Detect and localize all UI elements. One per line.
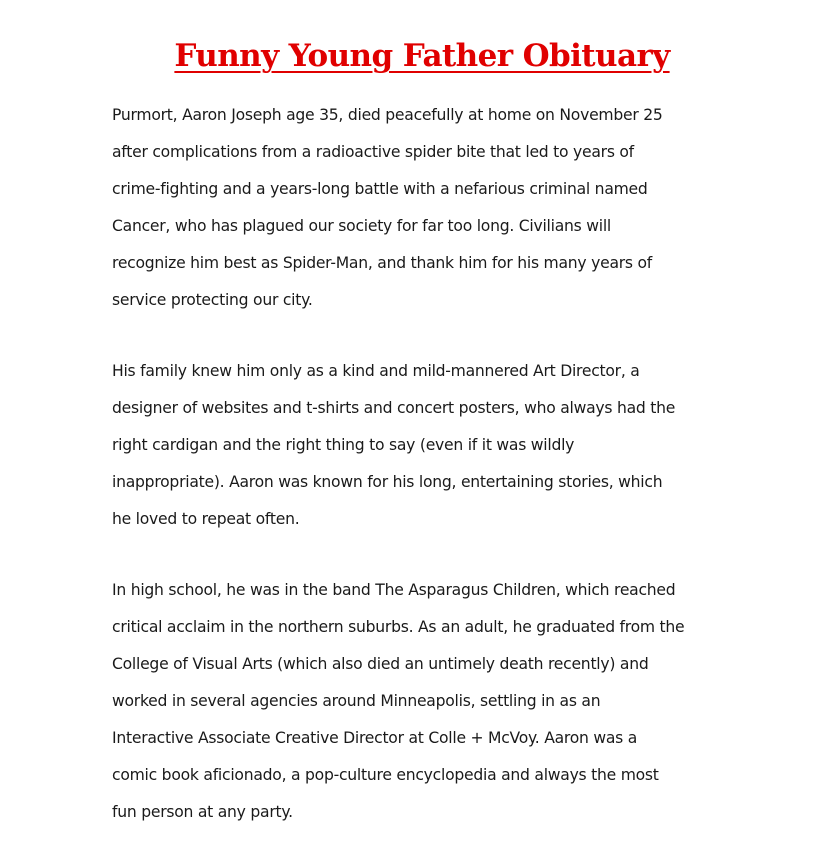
- paragraph-1: [112, 97, 752, 319]
- paragraph-line: after complications from a radioactive spider bite that led to years of: [112, 143, 634, 161]
- paragraph-line: designer of websites and t-shirts and concert posters, who always had the: [112, 399, 676, 417]
- paragraph-line: College of Visual Arts (which also died an untimely death recently) and: [112, 655, 649, 673]
- paragraph-line: Cancer, who has plagued our society for far too long. Civilians will: [112, 217, 611, 235]
- paragraph-line: In high school, he was in the band The Asparagus Children, which reached: [112, 581, 676, 599]
- paragraph-line: His family knew him only as a kind and mild-mannered Art Director, a: [112, 362, 640, 380]
- paragraph-line: recognize him best as Spider-Man, and thank him for his many years of: [112, 254, 653, 272]
- document-body: [112, 97, 752, 865]
- paragraph-line: crime-fighting and a years-long battle with a nefarious criminal named: [112, 180, 648, 198]
- paragraph-line: comic book aficionado, a pop-culture encyclopedia and always the most: [112, 766, 659, 784]
- paragraph-2: [112, 353, 752, 538]
- paragraph-line: he loved to repeat often.: [112, 510, 300, 528]
- paragraph-line: right cardigan and the right thing to say (even if it was wildly: [112, 436, 575, 454]
- paragraph-line: worked in several agencies around Minneapolis, settling in as an: [112, 692, 601, 710]
- paragraph-line: service protecting our city.: [112, 291, 313, 309]
- paragraph-3: [112, 572, 752, 831]
- paragraph-line: critical acclaim in the northern suburbs. As an adult, he graduated from the: [112, 618, 685, 636]
- paragraph-line: inappropriate). Aaron was known for his long, entertaining stories, which: [112, 473, 663, 491]
- document-title: Funny Young Father Obituary: [174, 38, 670, 74]
- paragraph-line: fun person at any party.: [112, 803, 293, 821]
- paragraph-line: Purmort, Aaron Joseph age 35, died peacefully at home on November 25: [112, 106, 663, 124]
- paragraph-line: Interactive Associate Creative Director at Colle + McVoy. Aaron was a: [112, 729, 638, 747]
